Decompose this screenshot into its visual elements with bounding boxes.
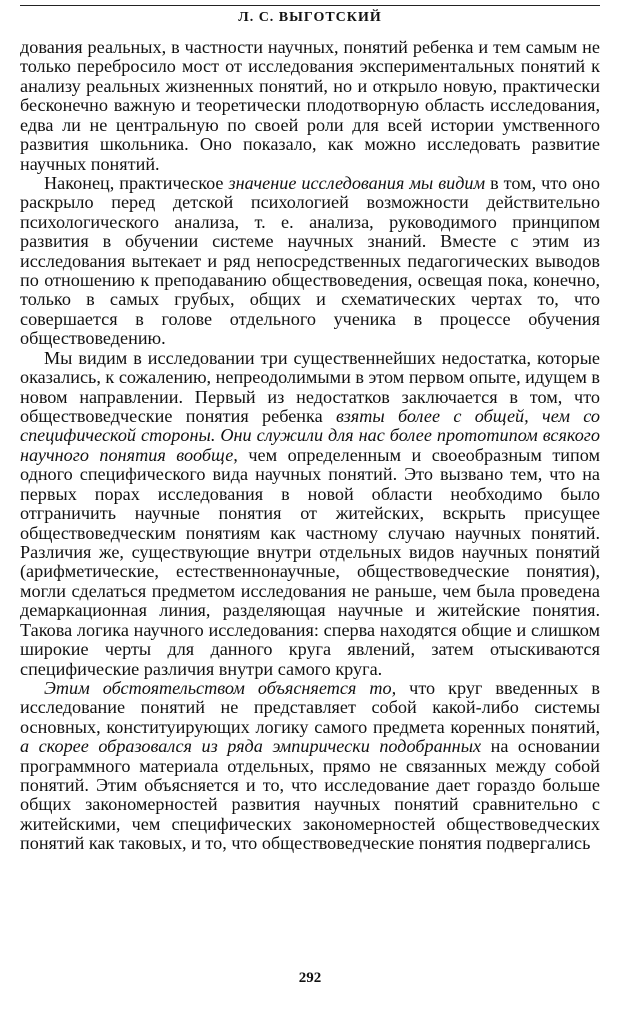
paragraph-1: дования реальных, в частности научных, понятий ребенка и тем самым не только перебросило мост от исследования экспериментальных понятий к анализу реальных жизненных понятий, но и открыло новую, практически бесконечно важную и теоретически плодотворную область исследования, едва ли не центральную по своей роли для всей истории умственного развития школьника. Оно показало, как можно исследовать развитие научных понятий. — [20, 37, 600, 174]
paragraph-4-italic-a: Этим обстоятельством объясняется то, — [44, 677, 397, 698]
paragraph-3 — [20, 349, 600, 679]
paragraph-2-part-c: в том, что оно раскрыло перед детской психологией возможности действительно психологического анализа, т. е. анализа, руководимого принципом развития в обучении системе научных знаний. Вместе с этим из исследования вытекает и ряд непосредственных педагогических выводов по отношению к преподаванию обществоведения, освещая пока, конечно, только в самых грубых, общих и схематических чертах то, что совершается в голове отдельного ученика в процессе обучения обществоведению. — [20, 172, 601, 349]
paragraph-2 — [20, 174, 600, 349]
paragraph-3-part-c: чем определенным и своеобразным типом одного специфического вида научных понятий. Это вызвано тем, что на первых порах исследования в новой области необходимо было отграничить научные понятия от житейских, вскрыть присущее обществоведческим понятиям как частному случаю научных понятий. Различия же, существующие внутри отдельных видов научных понятий (арифметические, естественнонаучные, обществоведческие понятия), могли сделаться предметом исследования не раньше, чем была проведена демаркационная линия, разделяющая научные и житейские понятия. Такова логика научного исследования: сперва находятся общие и слишком широкие черты для данного круга явлений, затем отыскиваются специфические различия внутри самого круга. — [20, 444, 600, 679]
paragraph-4-part-b: что круг введенных в исследование понятий не представляет собой какой-либо системы основных, конституирующих логику самого предмета коренных понятий, — [20, 677, 600, 737]
body-text — [20, 38, 600, 854]
paragraph-2-italic-a: значение исследования мы видим — [228, 172, 486, 193]
paragraph-3-italic-b: взяты более с общей, чем со специфической стороны. Они служили для нас более прототипом всякого научного понятия вообще, — [20, 406, 600, 465]
book-page — [20, 0, 600, 1015]
paragraph-4-italic-c: а скорее образовался из ряда эмпирически подобранных — [20, 736, 482, 757]
running-head: Л. С. ВЫГОТСКИЙ — [238, 10, 382, 25]
paragraph-2-part-a: Наконец, практическое — [44, 172, 229, 193]
paragraph-4-part-d: на основании программного материала отдельных, прямо не связанных между собой понятий. Этим объясняется и то, что исследование дает гораздо больше общих закономерностей развития научных понятий сравнительно с житейскими, чем специфических закономерностей обществоведческих понятий как таковых, и то, что обществоведческие понятия подвергались — [20, 736, 600, 854]
paragraph-3-part-a: Мы видим в исследовании три существеннейших недостатка, которые оказались, к сожалению, непреодолимыми в этом первом опыте, идущем в новом направлении. Первый из недостатков заключается в том, что обществоведческие понятия ребенка — [20, 347, 600, 427]
paragraph-4 — [20, 679, 600, 854]
header-rule — [20, 5, 600, 6]
page-number: 292 — [298, 970, 322, 986]
